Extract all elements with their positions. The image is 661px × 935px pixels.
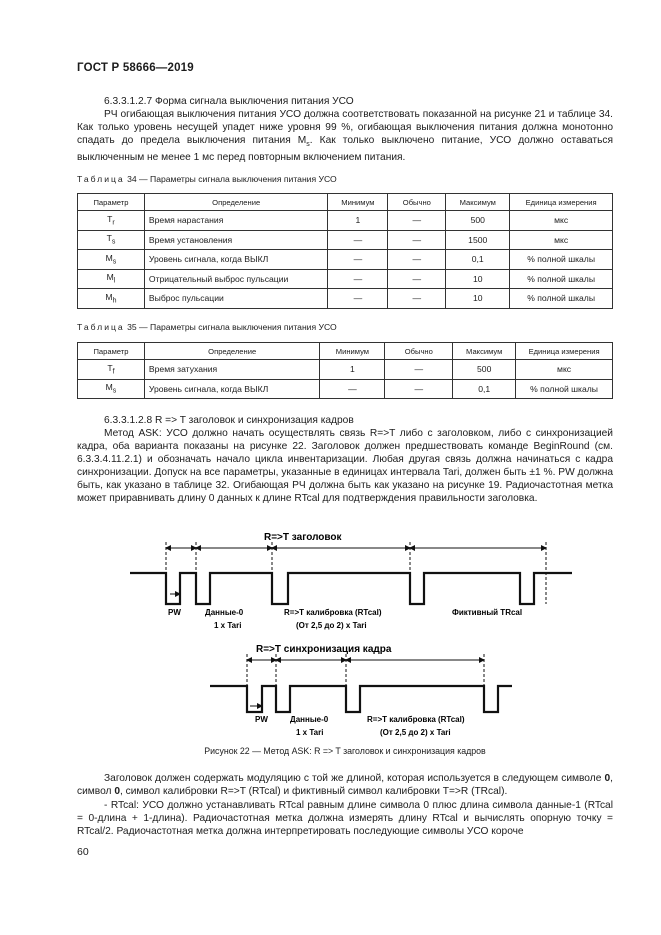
unit-cell: % полной шкалы [510,269,613,289]
table-row [78,269,613,289]
definition-cell: Уровень сигнала, когда ВЫКЛ [144,250,328,270]
table-34-caption [77,174,337,184]
parameter-symbol: M [105,382,113,393]
figure-bottom-pw-label: PW [255,715,268,724]
minimum-cell: — [328,230,388,250]
figure-22-diagram [0,526,661,741]
minimum-cell: — [328,250,388,270]
minimum-cell: — [320,379,385,399]
parameter-subscript: h [112,297,117,305]
parameter-symbol: M [105,252,113,263]
parameter-cell [78,269,145,289]
table-34 [77,193,613,309]
minimum-cell: — [328,269,388,289]
parameter-symbol: M [105,291,113,302]
parameter-subscript: r [112,219,115,227]
bold-symbol-0: 0 [114,786,120,798]
table-row [78,360,613,380]
section-heading-6-3-3-1-2-7: 6.3.3.1.2.7 Форма сигнала выключения питания УСО [104,96,354,107]
figure-bottom-data0-sub: 1 x Tari [296,728,324,737]
table-35-header-row [78,343,613,360]
definition-cell: Время затухания [144,360,320,380]
figure-top-pw-label: PW [168,608,181,617]
typical-cell: — [385,360,453,380]
definition-cell: Отрицательный выброс пульсации [144,269,328,289]
unit-cell: мкс [516,360,613,380]
figure-top-rtcal-sub: (От 2,5 до 2) x Tari [296,621,367,630]
table-row [78,230,613,250]
section-body-6-3-3-1-2-8: Метод ASK: УСО должно начать осуществлять связь R=>T либо с заголовком, либо с синхронизацией кадра, оба варианта показаны на рисунке 22. Заголовок должен предшествовать команде BeginRound (см. 6.3.3.4.11.2.1) и обозначать начало цикла инвентаризации. Любая другая связь должна начинаться с кадра синхронизации. Допуск на все параметры, указанные в единицах интервала Tari, должен быть ±1 %. PW должна быть, как указано в таблице 32. Огибающая РЧ должна быть как указано на рисунке 19. Радиочастотная метка может приравнивать длину 0 данных к длине RTcal для подтверждения правильности заголовка. [77,428,613,505]
figure-top-data0-label: Данные-0 [205,608,244,617]
page-number: 60 [77,846,89,858]
maximum-cell: 0,1 [446,250,510,270]
typical-cell: — [388,230,446,250]
maximum-cell: 0,1 [453,379,516,399]
table-row [78,289,613,309]
table-header-cell: Минимум [320,343,385,360]
table-34-caption-word: Таблица [77,174,125,184]
table-header-cell: Максимум [453,343,516,360]
maximum-cell: 1500 [446,230,510,250]
figure-bottom-rtcal-sub: (От 2,5 до 2) x Tari [380,728,451,737]
unit-cell: % полной шкалы [510,289,613,309]
document-header: ГОСТ Р 58666—2019 [77,62,194,74]
maximum-cell: 10 [446,289,510,309]
maximum-cell: 500 [453,360,516,380]
typical-cell: — [385,379,453,399]
unit-cell: % полной шкалы [516,379,613,399]
figure-bottom-title: R=>T синхронизация кадра [256,644,392,655]
typical-cell: — [388,269,446,289]
parameter-symbol: T [106,233,112,244]
table-35-caption-word: Таблица [77,322,125,332]
parameter-cell [78,211,145,231]
table-header-cell: Определение [144,343,320,360]
figure-top-title: R=>T заголовок [264,532,342,543]
parameter-cell [78,230,145,250]
minimum-cell: 1 [328,211,388,231]
paragraph-text: , символ калибровки R=>T (RTcal) и фиктивный символ калибровки T=>R (TRcal). [119,786,508,798]
definition-cell: Уровень сигнала, когда ВЫКЛ [144,379,320,399]
figure-top-trcal-label: Фиктивный TRcal [452,608,523,617]
table-35-caption-text: 35 — Параметры сигнала выключения питания УСО [124,322,337,332]
parameter-subscript: s [111,239,116,247]
typical-cell: — [388,211,446,231]
figure-bottom-dimension-ticks [247,654,484,712]
paragraph-text: Заголовок должен содержать модуляцию с той же длиной, которая используется в следующем символе [104,773,605,784]
parameter-subscript: l [113,278,116,286]
table-34-caption-text: 34 — Параметры сигнала выключения питания УСО [124,174,337,184]
subscript: s [306,141,310,149]
unit-cell: % полной шкалы [510,250,613,270]
maximum-cell: 500 [446,211,510,231]
section-heading-6-3-3-1-2-8: 6.3.3.1.2.8 R => T заголовок и синхронизация кадров [104,415,354,426]
unit-cell: мкс [510,230,613,250]
paragraph-text: , символ [77,773,613,798]
table-35 [77,342,613,399]
figure-bottom-data0-label: Данные-0 [290,715,329,724]
table-header-cell: Обычно [385,343,453,360]
minimum-cell: — [328,289,388,309]
figure-22-caption: Рисунок 22 — Метод ASK: R => T заголовок и синхронизация кадров [204,746,486,756]
figure-top-waveform [130,573,572,604]
table-header-cell: Параметр [78,194,145,211]
definition-cell: Время установления [144,230,328,250]
table-row [78,211,613,231]
figure-top-data0-sub: 1 x Tari [214,621,242,630]
section-body-rtcal: - RTcal: УСО должно устанавливать RTcal равным длине символа 0 плюс длина символа данные-1 (RTcal = 0-длина + 1-длина). Радиочастотная метка должна измерять длину RTcal и вычислять опорную точку = RTcal/2. Радиочастотная метка должна интерпретировать последующие символы УСО короче [77,800,613,838]
definition-cell: Выброс пульсации [144,289,328,309]
table-header-cell: Единица измерения [510,194,613,211]
parameter-cell [78,289,145,309]
table-35-caption [77,322,337,332]
table-header-cell: Обычно [388,194,446,211]
parameter-cell [78,250,145,270]
section-body-header-content [77,772,613,798]
parameter-cell [78,360,145,380]
table-header-cell: Минимум [328,194,388,211]
figure-bottom-dimension-arrows [247,660,484,706]
figure-top-rtcal-label: R=>T калибровка (RTcal) [284,608,382,617]
section-body-6-3-3-1-2-7 [77,108,613,164]
bold-symbol-0: 0 [604,773,611,784]
parameter-subscript: f [112,368,115,376]
table-header-cell: Единица измерения [516,343,613,360]
figure-bottom-rtcal-label: R=>T калибровка (RTcal) [367,715,465,724]
table-row [78,379,613,399]
figure-bottom-waveform [210,686,512,712]
typical-cell: — [388,289,446,309]
figure-top-dimension-arrows [166,548,546,594]
typical-cell: — [388,250,446,270]
table-header-cell: Определение [144,194,328,211]
maximum-cell: 10 [446,269,510,289]
parameter-subscript: s [112,258,117,266]
minimum-cell: 1 [320,360,385,380]
parameter-symbol: M [106,272,114,283]
table-34-header-row [78,194,613,211]
definition-cell: Время нарастания [144,211,328,231]
parameter-symbol: T [107,213,113,224]
section-body-text: РЧ огибающая выключения питания УСО должна соответствовать показанной на рисунке 21 и таблице 34. Как только уровень несущей упадет ниже уровня 99 %, огибающая выключения питания должна монотонно спадать до предела выключения питания $M_s$. Как только выключено питание, УСО должно оставаться выключенным не менее 1 мс перед повторным включением питания. [77,109,614,164]
table-row [78,250,613,270]
parameter-subscript: s [112,388,117,396]
parameter-cell [78,379,145,399]
table-header-cell: Параметр [78,343,145,360]
parameter-symbol: T [107,362,113,373]
table-header-cell: Максимум [446,194,510,211]
unit-cell: мкс [510,211,613,231]
